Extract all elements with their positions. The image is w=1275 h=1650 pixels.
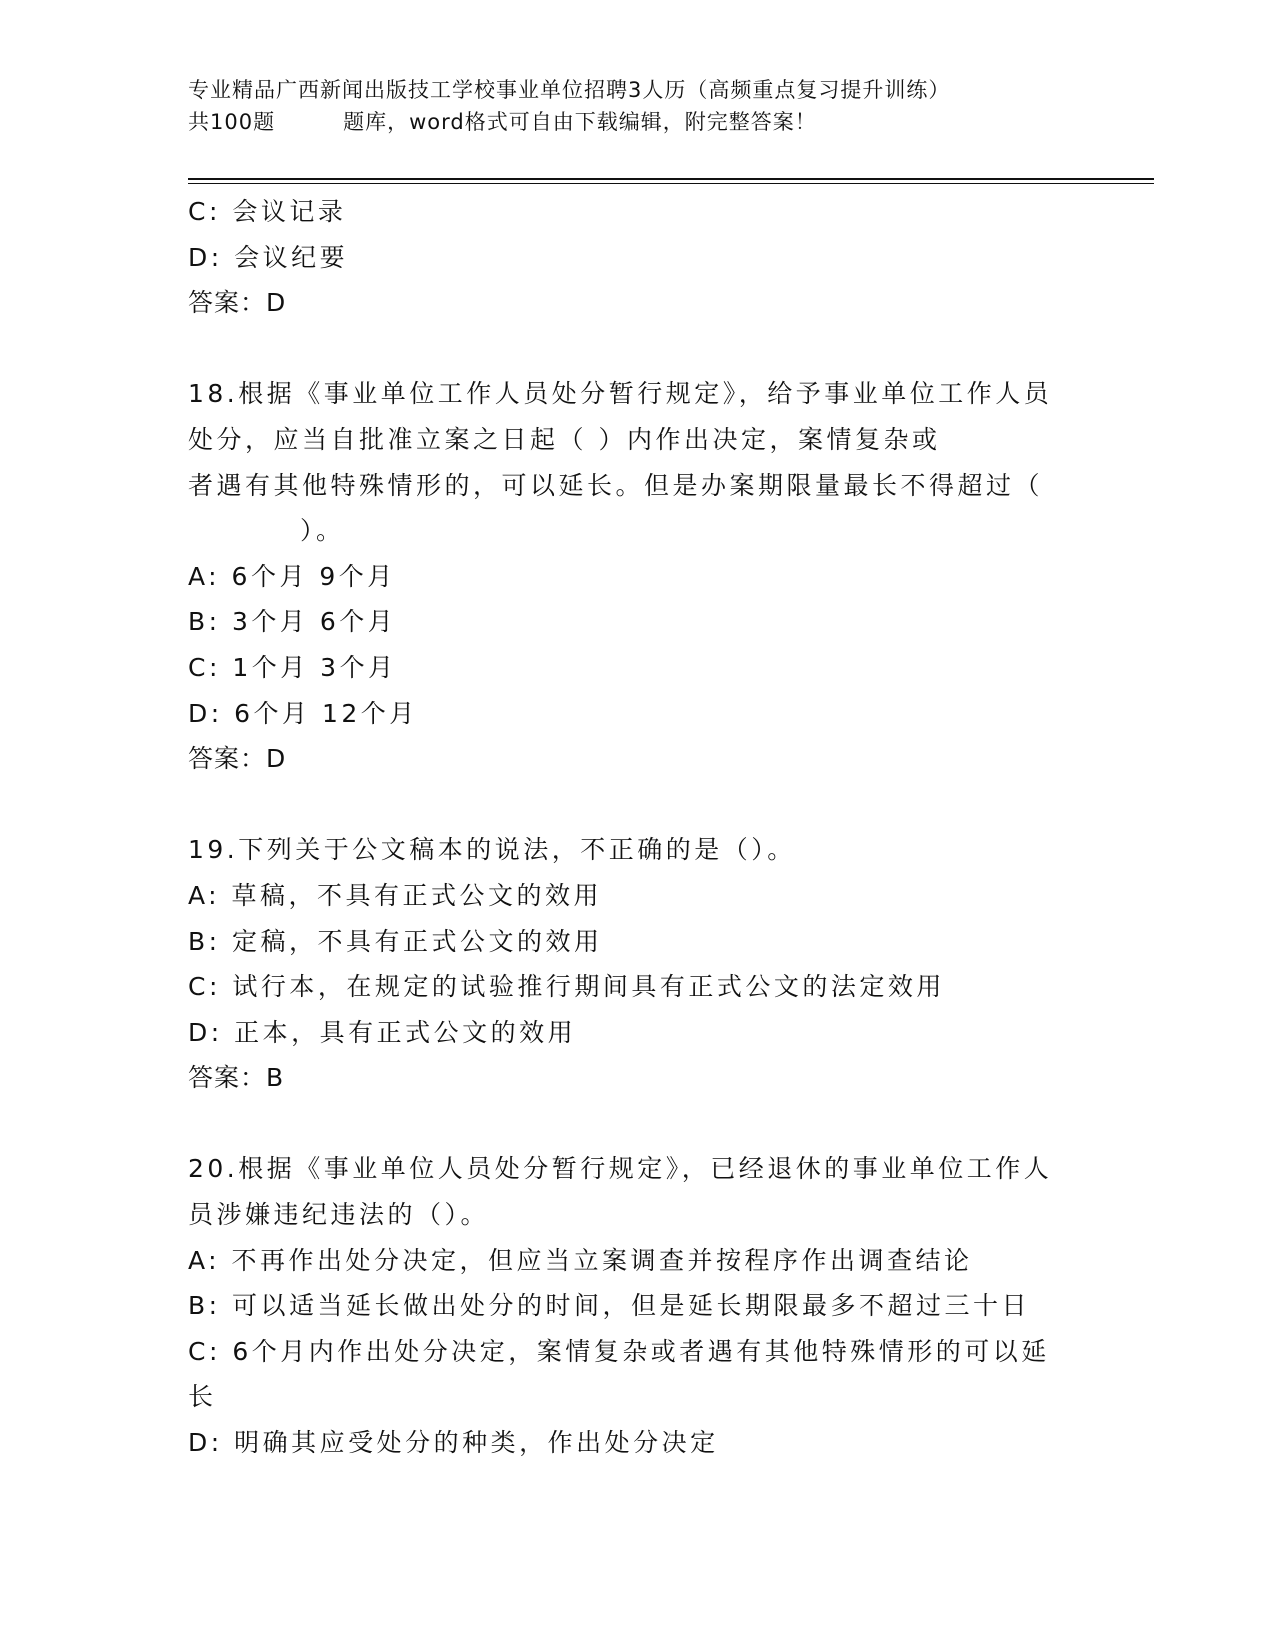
answer-label: 答案：D [188, 744, 287, 774]
option-d: D: 6个月 12个月 [188, 698, 418, 728]
option-d: D: 会议纪要 [188, 242, 349, 272]
header-divider-thin [188, 183, 1154, 184]
question-stem: ）。 [300, 516, 345, 546]
question-stem: 18.根据《事业单位工作人员处分暂行规定》，给予事业单位工作人员 [188, 379, 1053, 409]
header-description: 题库，word格式可自由下载编辑，附完整答案！ [343, 110, 817, 134]
option-a: A: 6个月 9个月 [188, 561, 396, 591]
option-b: B: 3个月 6个月 [188, 607, 397, 637]
header-subtitle [188, 106, 1088, 138]
option-a: A: 不再作出处分决定，但应当立案调查并按程序作出调查结论 [188, 1245, 973, 1275]
option-b: B: 定稿，不具有正式公文的效用 [188, 926, 603, 956]
answer-label: 答案：D [188, 288, 287, 318]
option-d: D: 正本，具有正式公文的效用 [188, 1017, 577, 1047]
option-c: C: 6个月内作出处分决定，案情复杂或者遇有其他特殊情形的可以延 [188, 1336, 1050, 1366]
question-20 [188, 1146, 1088, 1465]
question-stem: 19.下列关于公文稿本的说法，不正确的是（）。 [188, 835, 796, 865]
question-17-tail [188, 189, 1088, 326]
option-c-continued: 长 [188, 1382, 217, 1412]
option-a: A: 草稿，不具有正式公文的效用 [188, 880, 603, 910]
option-c: C: 1个月 3个月 [188, 652, 397, 682]
question-stem: 员涉嫌违纪违法的（）。 [188, 1200, 490, 1230]
header-title: 专业精品广西新闻出版技工学校事业单位招聘3人历（高频重点复习提升训练） [188, 78, 951, 102]
question-18 [188, 371, 1088, 781]
question-stem: 处分，应当自批准立案之日起（ ）内作出决定，案情复杂或 [188, 424, 941, 454]
answer-label: 答案：B [188, 1063, 285, 1093]
question-stem: 20.根据《事业单位人员处分暂行规定》，已经退休的事业单位工作人 [188, 1154, 1053, 1184]
question-count: 共100题 [188, 110, 276, 134]
option-c: C: 会议记录 [188, 197, 347, 226]
page-header [188, 74, 1088, 138]
question-content [188, 189, 1088, 1466]
option-b: B: 可以适当延长做出处分的时间，但是延长期限最多不超过三十日 [188, 1291, 1031, 1321]
option-d: D: 明确其应受处分的种类，作出处分决定 [188, 1428, 719, 1458]
question-stem: 者遇有其他特殊情形的，可以延长。但是办案期限量最长不得超过（ [188, 470, 1044, 500]
option-c: C: 试行本，在规定的试验推行期间具有正式公文的法定效用 [188, 972, 945, 1002]
question-19 [188, 827, 1088, 1101]
header-divider-thick [188, 178, 1154, 180]
